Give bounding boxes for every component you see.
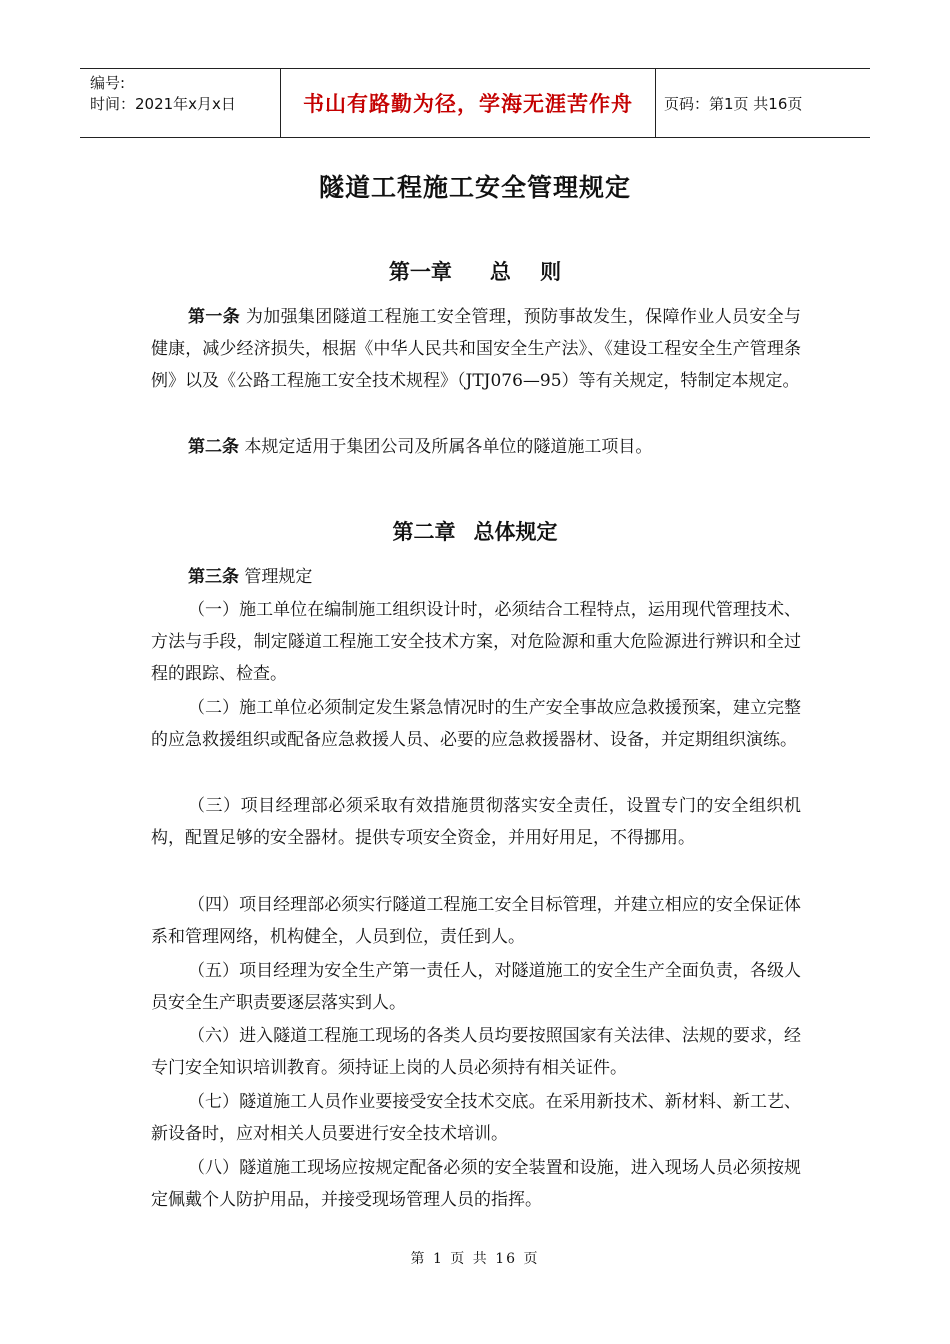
header-page-info: 页码：第1页 共16页 [664,94,803,113]
article-3-lead: 第三条 [188,567,239,587]
document-time-label: 时间：2021年x月x日 [90,95,236,113]
chapter-one-number: 第一章 [388,259,452,284]
article-2-text: 本规定适用于集团公司及所属各单位的隧道施工项目。 [239,437,653,457]
chapter-two-number: 第二章 [392,519,456,544]
chapter-one-name: 总 则 [489,259,562,284]
header-motto: 书山有路勤为径，学海无涯苦作舟 [280,69,656,137]
document-number-label: 编号: [90,74,126,92]
article-1 [151,301,801,397]
item-7: （七）隧道施工人员作业要接受安全技术交底。在采用新技术、新材料、新工艺、新设备时，应对相关人员要进行安全技术培训。 [151,1092,801,1144]
article-2-lead: 第二条 [188,437,239,457]
item-5: （五）项目经理为安全生产第一责任人，对隧道施工的安全生产全面负责，各级人员安全生产职责要逐层落实到人。 [151,961,801,1013]
page-header [80,68,870,138]
chapter-two-name: 总体规定 [473,519,558,544]
article-3 [151,561,801,593]
item-1: （一）施工单位在编制施工组织设计时，必须结合工程特点，运用现代管理技术、方法与手段，制定隧道工程施工安全技术方案，对危险源和重大危险源进行辨识和全过程的跟踪、检查。 [151,600,801,684]
chapter-one-heading [0,256,950,286]
header-meta [80,69,280,137]
document-title: 隧道工程施工安全管理规定 [318,173,631,202]
item-8: （八）隧道施工现场应按规定配备必须的安全装置和设施，进入现场人员必须按规定佩戴个人防护用品，并接受现场管理人员的指挥。 [151,1158,801,1210]
page-footer: 第 1 页 共 16 页 [410,1251,540,1267]
article-1-lead: 第一条 [188,307,241,327]
article-1-text: 为加强集团隧道工程施工安全管理，预防事故发生，保障作业人员安全与健康，减少经济损失，根据《中华人民共和国安全生产法》、《建设工程安全生产管理条例》以及《公路工程施工安全技术规程》（JTJ076—95）等有关规定，特制定本规定。 [151,307,802,391]
item-6: （六）进入隧道工程施工现场的各类人员均要按照国家有关法律、法规的要求，经专门安全知识培训教育。须持证上岗的人员必须持有相关证件。 [151,1026,801,1078]
article-2 [151,431,801,463]
item-4: （四）项目经理部必须实行隧道工程施工安全目标管理，并建立相应的安全保证体系和管理网络，机构健全，人员到位，责任到人。 [151,895,801,947]
article-3-text: 管理规定 [239,567,313,587]
item-2: （二）施工单位必须制定发生紧急情况时的生产安全事故应急救援预案，建立完整的应急救援组织或配备应急救援人员、必要的应急救援器材、设备，并定期组织演练。 [151,698,801,750]
chapter-two-heading [0,516,950,546]
item-3: （三）项目经理部必须采取有效措施贯彻落实安全责任，设置专门的安全组织机构，配置足够的安全器材。提供专项安全资金，并用好用足，不得挪用。 [151,796,801,848]
